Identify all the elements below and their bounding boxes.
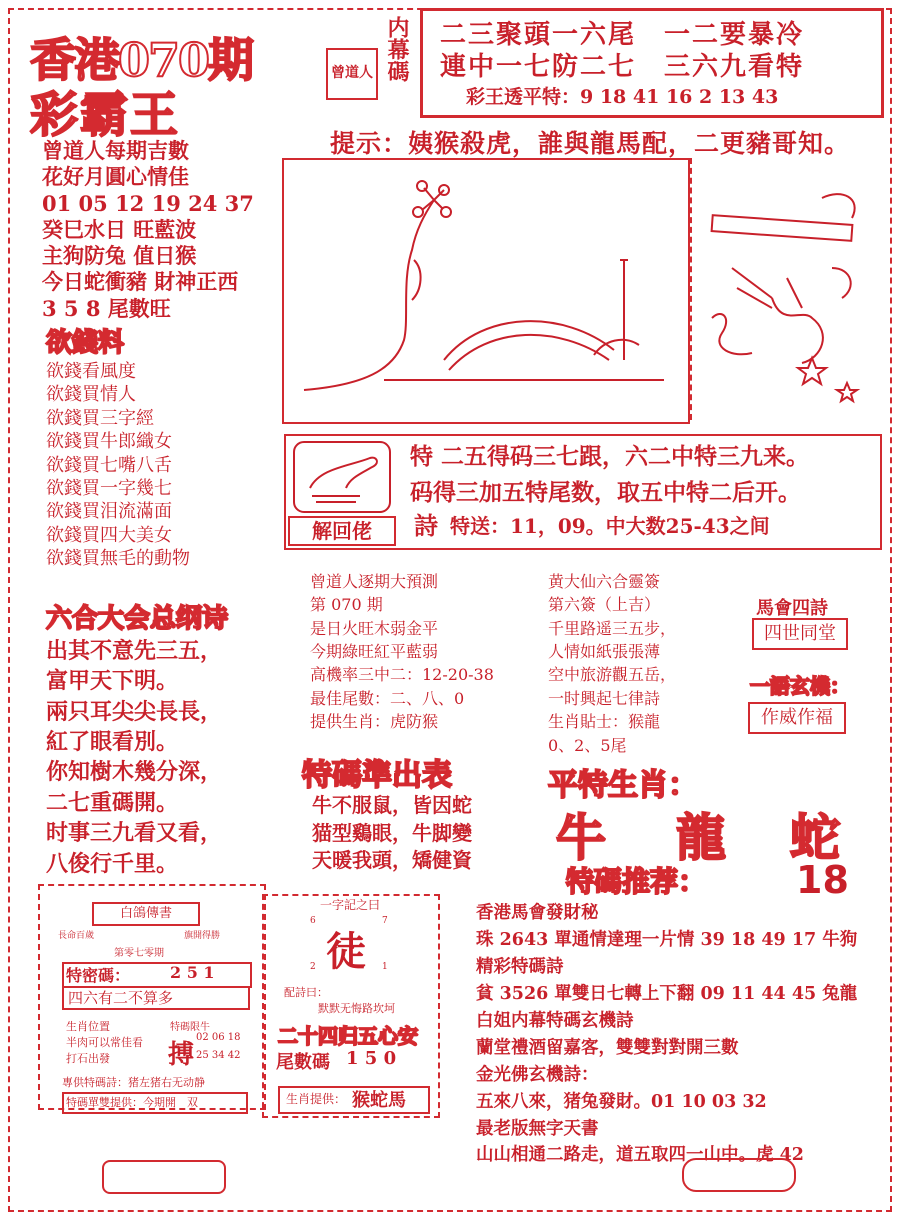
want-money-item: 欲錢買牛郎織女	[46, 431, 172, 453]
white-bird-sub2-label: 打石出發	[66, 1052, 110, 1065]
huang-line: 一时興起七律詩	[548, 688, 661, 708]
prediction-line: 第 070 期	[310, 595, 383, 615]
white-bird-sub1-label: 生肖位置	[66, 1020, 110, 1033]
hk-horse-line: 精彩特碼詩	[476, 956, 564, 977]
want-money-item: 欲錢買一字幾七	[46, 477, 172, 499]
liuhe-line: 兩只耳尖尖長長，	[46, 698, 223, 725]
huang-line: 生肖貼士：猴龍	[548, 712, 661, 732]
white-bird-issue: 第零七零期	[114, 948, 164, 959]
recommend-value: 18	[796, 858, 849, 902]
tail-label: 尾數碼	[276, 1052, 330, 1073]
hk-horse-line: 香港馬會發財秘	[476, 903, 599, 923]
left-list-line: 主狗防兔 值日猴	[42, 243, 197, 268]
title-line-2: 彩霸王	[30, 87, 181, 143]
left-list	[42, 138, 254, 322]
left-list-line: 曾道人每期吉數	[42, 138, 189, 163]
white-bird-title: 白鴿傳書	[92, 902, 200, 926]
zodiac-label: 生肖提供：	[286, 1092, 347, 1106]
top-line-2: 連中一七防二七 三六九看特	[440, 52, 805, 82]
hk-horse-block	[476, 900, 857, 1169]
one-char-title: 一字記之曰	[319, 898, 380, 912]
want-money-item: 欲錢買四大美女	[46, 524, 172, 546]
ping-te-title: 平特生肖：	[548, 768, 698, 803]
special-table-line: 天暖我頭，矯健資	[312, 848, 472, 873]
want-money-item: 欲錢買七嘴八舌	[46, 454, 172, 476]
prediction-line: 是日火旺木弱金平	[310, 618, 439, 638]
one-char-main: 徒	[326, 928, 366, 975]
liuhe-title: 六合大会总纲诗	[46, 604, 229, 634]
zodiac-value: 猴蛇馬	[352, 1090, 406, 1111]
white-bird-nums-1: 02 06 18	[196, 1032, 241, 1043]
stamp-text: 曾道人	[331, 65, 373, 81]
want-money-item: 欲錢買泪流滿面	[46, 501, 172, 523]
want-money-item: 欲錢買三字經	[46, 407, 154, 429]
special-table-title: 特碼準出表	[302, 758, 452, 793]
white-bird-nums-2: 25 34 42	[196, 1050, 241, 1061]
liuhe-line: 出其不意先三五，	[46, 638, 223, 664]
one-char-motto: 二十四归五心安	[278, 1024, 418, 1048]
one-char-corner-tr: 7	[382, 916, 388, 926]
left-list-line: 癸巳水日 旺藍波	[42, 216, 197, 242]
ping-te-animal-1: 牛	[556, 808, 606, 867]
side-label: 内幕碼	[384, 16, 410, 82]
hk-horse-line: 白姐内幕特碼玄機詩	[476, 1010, 634, 1031]
special-table-line: 猫型鷄眼，牛脚變	[312, 820, 472, 845]
prediction-block	[310, 570, 494, 734]
one-char-corner-br: 1	[382, 962, 388, 972]
picture-riddle-left	[282, 158, 690, 424]
bottom-right-logo	[682, 1158, 796, 1192]
tail-value: 1 5 0	[346, 1048, 397, 1069]
huang-line: 0、2、5尾	[548, 735, 627, 755]
secret-code-label: 特密碼：	[66, 966, 131, 985]
ping-te-animal-3: 蛇	[790, 808, 840, 867]
hint-line: 提示：姨猴殺虎，誰與龍馬配，二更豬哥知。	[330, 129, 851, 158]
white-bird-phrase: 四六有二不算多	[62, 986, 250, 1010]
prediction-line: 高機率三中二：12-20-38	[310, 665, 494, 685]
huang-line: 黄大仙六合靈簽	[548, 572, 661, 591]
decode-line-3: 特送：11，09。中大数25-43之间	[450, 514, 770, 538]
liuhe-line: 你知樹木幾分深，	[46, 759, 223, 786]
one-char-corner-tl: 6	[310, 916, 316, 926]
huang-line: 千里路遥三五步，	[548, 618, 677, 638]
hk-horse-line: 蘭堂禮酒留嘉客，雙雙對對開三數	[476, 1037, 739, 1058]
left-list-line: 今日蛇衝豬 財神正西	[42, 269, 239, 295]
one-char-poem: 默默无悔路坎坷	[318, 1002, 395, 1015]
want-money-item: 欲錢買情人	[46, 384, 136, 406]
liuhe-line: 八俊行千里。	[46, 850, 179, 877]
hk-horse-line: 最老版無字天書	[476, 1118, 599, 1139]
secret-code-value: 2 5 1	[170, 963, 215, 982]
liuhe-line: 二七重碼開。	[46, 789, 179, 816]
hand-icon	[290, 438, 394, 516]
white-bird-footer-1: 專供特碼詩：猪左猪右无动静	[62, 1076, 205, 1089]
want-money-list	[46, 360, 190, 571]
hk-horse-line: 五來八來，猪兔發財。01 10 03 32	[476, 1091, 767, 1112]
ping-te-animal-2: 龍	[676, 808, 726, 867]
huang-line: 第六簽（上吉）	[548, 595, 661, 615]
liuhe-line: 时事三九看又看，	[46, 820, 223, 847]
top-line-1: 二三聚頭一六尾 一二要暴冷	[440, 20, 805, 50]
stamp-box	[326, 48, 378, 100]
want-money-item: 欲錢看風度	[46, 361, 136, 382]
white-bird-right-note: 旗開得勝	[184, 931, 221, 941]
liuhe-line: 富甲天下明。	[46, 668, 179, 695]
horse-poem-title: 馬會四詩	[756, 598, 828, 619]
bridge-illustration	[284, 160, 688, 422]
prediction-line: 今期綠旺紅平藍弱	[310, 642, 439, 662]
hk-horse-line: 貧 3526 單雙日七轉上下翻 09 11 44 45 兔龍	[476, 983, 858, 1004]
decode-line-1: 特 二五得码三七跟，六二中特三九来。	[410, 443, 810, 470]
left-list-line: 01 05 12 19 24 37	[42, 190, 254, 216]
horse-poem-value: 四世同堂	[752, 618, 848, 650]
left-list-line: 花好月圓心情佳	[42, 164, 189, 190]
picture-riddle-right	[690, 158, 882, 420]
white-bird-sub1-text: 半肉可以常佳看	[66, 1036, 143, 1049]
liuhe-lines	[46, 636, 222, 879]
title-line-1: 香港070期	[30, 33, 253, 87]
white-bird-footer-2: 特碼單雙提供：今期開 双	[62, 1092, 248, 1114]
mystic-value: 作威作福	[748, 702, 846, 734]
white-bird-glyph: 搏	[168, 1040, 195, 1070]
prediction-line: 曾道人逐期大預測	[310, 572, 439, 591]
one-char-corner-bl: 2	[310, 962, 316, 972]
decode-label: 解回佬	[288, 516, 396, 546]
want-money-item: 欲錢買無毛的動物	[46, 548, 190, 570]
decode-line-2: 码得三加五特尾数，取五中特二后开。	[410, 479, 801, 506]
recommend-title: 特碼推荐：	[566, 865, 707, 898]
one-char-poem-label: 配詩曰：	[284, 986, 328, 999]
huang-daxian-block	[548, 570, 676, 757]
hk-horse-line: 金光佛玄機詩：	[476, 1064, 599, 1085]
prediction-line: 提供生肖：虎防猴	[310, 712, 439, 732]
white-bird-num-label: 特碼限牛	[170, 1022, 210, 1033]
ruler-illustration	[692, 158, 882, 420]
bottom-left-logo	[102, 1160, 226, 1194]
liuhe-line: 紅了眼看別。	[46, 729, 179, 756]
left-list-line: 3 5 8 尾數旺	[42, 295, 171, 321]
mystic-title: 一語玄機：	[750, 674, 850, 698]
special-table-line: 牛不服鼠，皆因蛇	[312, 793, 472, 817]
huang-line: 人情如紙張張薄	[548, 642, 661, 662]
hk-horse-line: 山山相通二路走，道五取四一山中。虎 42	[476, 1145, 804, 1166]
hk-horse-line: 珠 2643 單通情達理一片情 39 18 49 17 牛狗	[476, 929, 858, 950]
decode-side-char: 詩	[414, 511, 438, 540]
want-money-title: 欲錢料	[46, 328, 125, 358]
prediction-line: 最佳尾數：二、八、0	[310, 688, 465, 708]
white-bird-left-note: 長命百歲	[58, 931, 95, 941]
special-table-lines	[312, 792, 472, 875]
top-numbers: 彩王透平特：9 18 41 16 2 13 43	[466, 86, 779, 108]
huang-line: 空中旅游觀五岳，	[548, 665, 677, 685]
